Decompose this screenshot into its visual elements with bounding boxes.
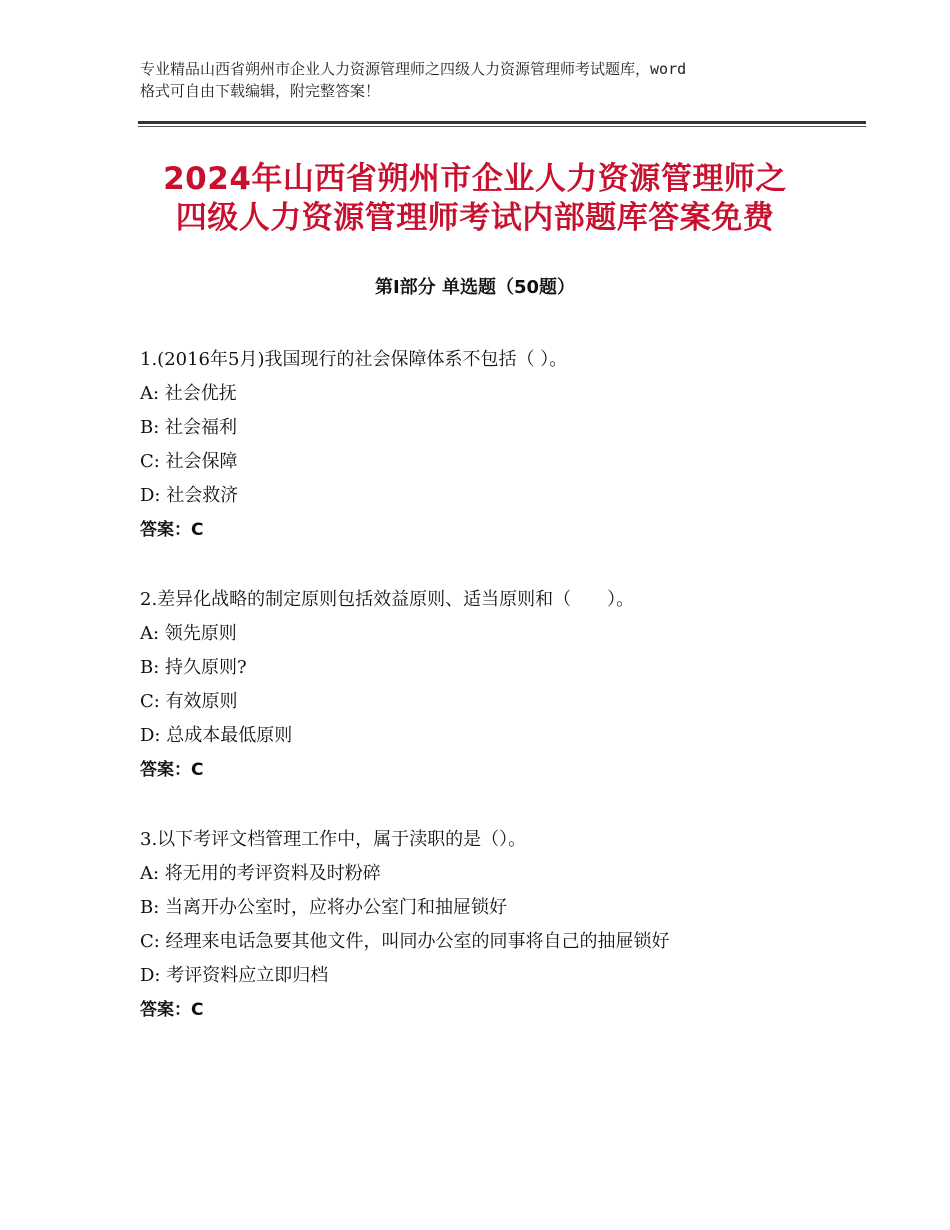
header-note-line-1: 专业精品山西省朔州市企业人力资源管理师之四级人力资源管理师考试题库，word [140, 60, 687, 78]
option-a: A: 领先原则 [140, 623, 237, 644]
option-d: D: 社会救济 [140, 485, 239, 506]
question-list [140, 343, 860, 1063]
option-c: C: 社会保障 [140, 451, 238, 472]
answer-label: 答案：C [140, 760, 204, 780]
question-item [140, 823, 860, 1027]
option-b: B: 持久原则? [140, 657, 247, 678]
option-b: B: 社会福利 [140, 417, 238, 438]
document-title-line-2: 四级人力资源管理师考试内部题库答案免费 [175, 200, 775, 236]
question-stem: 1.(2016年5月)我国现行的社会保障体系不包括（ ）。 [140, 349, 568, 370]
option-c: C: 有效原则 [140, 691, 238, 712]
answer-label: 答案：C [140, 520, 204, 540]
header-note-line-2: 格式可自由下载编辑，附完整答案！ [140, 82, 381, 100]
header-divider-thin [138, 126, 866, 127]
question-stem: 2.差异化战略的制定原则包括效益原则、适当原则和（ ）。 [140, 589, 635, 610]
option-c: C: 经理来电话急要其他文件，叫同办公室的同事将自己的抽屉锁好 [140, 931, 670, 952]
question-stem: 3.以下考评文档管理工作中，属于渎职的是（）。 [140, 829, 527, 850]
question-item [140, 343, 860, 547]
header-divider-thick [138, 121, 866, 124]
question-item [140, 583, 860, 787]
option-d: D: 总成本最低原则 [140, 725, 293, 746]
header-note [140, 58, 830, 102]
option-a: A: 社会优抚 [140, 383, 237, 404]
option-d: D: 考评资料应立即归档 [140, 965, 329, 986]
document-title-line-1: 2024年山西省朔州市企业人力资源管理师之 [163, 161, 787, 197]
document-title [100, 160, 850, 238]
option-b: B: 当离开办公室时，应将办公室门和抽屉锁好 [140, 897, 508, 918]
answer-label: 答案：C [140, 1000, 204, 1020]
section-heading: 第Ⅰ部分 单选题（50题） [374, 277, 575, 298]
option-a: A: 将无用的考评资料及时粉碎 [140, 863, 381, 884]
